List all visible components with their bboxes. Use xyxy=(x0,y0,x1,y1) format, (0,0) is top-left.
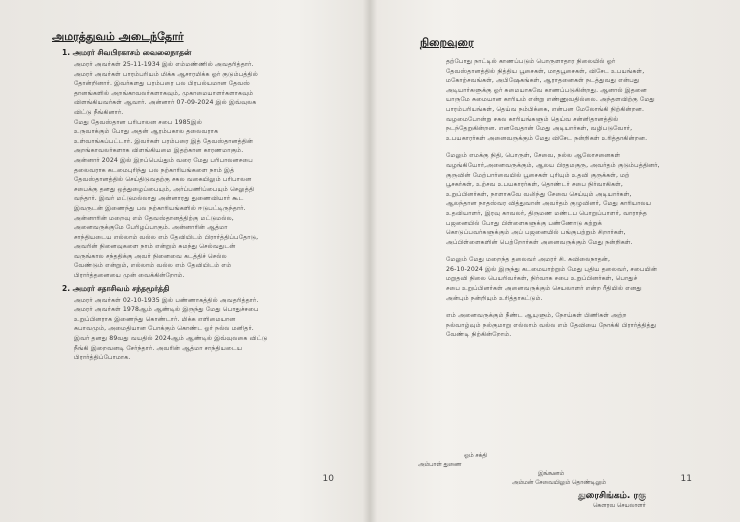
body-text-line: சபைக்கு தனது ஒத்துழைப்பையும், அர்ப்பணிப்பையும் செலுத்தி xyxy=(74,185,255,193)
body-text-line: எம் அனைவருக்கும் நீண்ட ஆயுளும், நோய்கள் பிணிகள் அற்ற xyxy=(446,312,627,320)
body-text-line: கொடுப்பவர்களுக்கும் அப் பஜனையில் பங்குபற்றும் சிறார்கள், xyxy=(446,229,626,237)
body-text-line: சுபாவமும், அமைதியான போக்கும் கொண்ட ஓர் நல்ல மனிதர். xyxy=(74,325,254,333)
body-text-line: பாரம்பரியங்கள், தெய்வ நம்பிக்கை, என்பன மேலோங்கி நிற்கின்றன. xyxy=(446,105,645,113)
body-text-line: மறுதவி நிலை பெயரிவர்கள், நிர்வாக சபை உறுப்பினர்கள், பொதுச் xyxy=(446,275,638,283)
right-page-number: 11 xyxy=(680,474,692,484)
signature-line-om-sakthi: ஓம் சக்தி xyxy=(464,453,488,459)
body-text-line: விளங்கியவர்கள் ஆவார். அன்னார் 07-09-2024 இல் இவ்வுலக xyxy=(74,99,257,107)
body-text-line: சாந்தியடைய எல்லாம் வல்ல எம் தேவியிடம் பிரார்த்திப்பதோடு, xyxy=(74,233,259,241)
body-text-line: அன்னாரின் மறைவு எம் தேவஸ்தானத்திற்கு மட்டுமல்ல, xyxy=(74,214,234,222)
body-text-line: உதவியாளர், இரவு காவலர், திருமண மண்டப பொறுப்பாளர், வாராந்த xyxy=(446,209,648,217)
right-page-heading: நிறைவுரை xyxy=(420,36,474,49)
signature-line-service: அம்மன் சேவையிலும் தொண்டிலும் xyxy=(512,480,606,486)
body-text-line: வந்தார். இவர் மட்டுமல்லாது அன்னாரது துணைவியார் கூட xyxy=(74,195,244,203)
signatory-title: கௌரவ செயலாளர் xyxy=(593,503,646,509)
body-text-line: அன்பும் நன்றியும் உரித்தாகட்டும். xyxy=(446,294,543,302)
section-1-subheading: 1. அமரர் சிவபிரகாசம் வைலைநாதன் xyxy=(62,48,192,57)
body-text-line: அவரின் நினைவுகளை நாம் என்றும் சுமந்து செல்வதுடன் xyxy=(74,243,236,251)
body-text-line: பிரார்த்திப்போமாக. xyxy=(74,354,131,362)
body-text-line: விட்டு நீங்கினார். xyxy=(74,108,124,116)
body-text-line: வேண்டி நிற்கின்றோம். xyxy=(446,331,512,339)
body-text-line: அனைவருக்குமே பேரிழப்பாகும். அன்னாரின் ஆத்மா xyxy=(74,224,228,232)
closing-paragraphs xyxy=(418,57,710,340)
closing-paragraph xyxy=(418,255,710,303)
closing-paragraph xyxy=(418,151,710,247)
left-page-number: 10 xyxy=(322,474,334,484)
body-text-line: உறுப்பினராக இணைந்து கொண்டார். மிக்க எளிமையான xyxy=(74,315,236,323)
closing-paragraph xyxy=(418,311,710,340)
body-text-line: வழங்கியோர்,அனைவருக்கும், ஆலய பிரதமகுரு, அவர்தம் குடும்பத்தினர், xyxy=(446,161,660,169)
section-2-subheading: 2. அமரர் சதாசிவம் சந்தமூர்த்தி xyxy=(62,283,170,293)
body-text-line: யாருமே சுமையான காரியம் என்று எண்ணுவதில்லை. அந்தளவிற்கு மேது xyxy=(446,96,655,104)
section-2-body xyxy=(74,296,344,363)
body-text-line: 26-10-2024 இல் இருந்து கடமையாற்றும் மேது புதிய தலைவர், சபையின் xyxy=(446,265,658,273)
body-text-line: உறுப்பினர்கள், நாளாகவே வலிந்து சேவை செய்யும் அடியார்கள், xyxy=(446,190,632,198)
body-text-line: மேது தேவஸ்தான பரிபாலன சபை 1985இல் xyxy=(74,118,203,126)
signatory-name: துரைசிங்கம். ரகு xyxy=(578,491,647,501)
body-text-line: அப்பிள்ளைகளின் பெற்றோர்கள் அனைவருக்கும் மேது நன்றிகள். xyxy=(446,238,633,246)
body-text-line: உபயகாரர்கள் அனைவருக்கும் மேது விசேட நன்றிகள் உரித்தாகின்றன. xyxy=(446,134,648,142)
body-text-line: நீங்கி இறைவனடி சேர்ந்தார். அவரின் ஆத்மா சாந்தியடைய xyxy=(74,344,243,352)
signature-line-inganam: இங்ஙனம் xyxy=(538,471,565,477)
signature-line-ambal: அம்பாள் துணை xyxy=(418,462,462,468)
body-text-line: அமரர் அவர்கள் 02-10-1935 இல் பண்ணாகத்தில் அவதரித்தார். xyxy=(74,296,259,304)
body-text-line: அமரர் அவர்கள் 1978ஆம் ஆண்டில் இருந்து மேது பொதுச்சபை xyxy=(74,306,259,314)
body-text-line: சபை உறுப்பினர்கள் அனைவருக்கும் செயலாளர் என்ற ரீதியில் எனது xyxy=(446,285,642,293)
section-1-body xyxy=(74,60,344,281)
left-page-heading: அமரத்துவம் அடைந்தோர் xyxy=(52,30,184,43)
body-text-line: பிரார்த்தனையை முன் வைக்கின்றோம். xyxy=(74,272,185,280)
body-text-line: வழமைபோன்று சகல காரியங்களும் தெய்வ சன்னிதானத்தில் xyxy=(446,115,619,123)
body-text-line: பஜனையில் போது பிள்ளைகளுக்கு பண்ணோடு கற்றுக் xyxy=(446,219,602,227)
body-text-line: வேண்டும் என்றும், எல்லாம் வல்ல எம் தேவியிடம் எம் xyxy=(74,262,232,270)
body-text-line: தேவஸ்தானத்தில் செய்திடுவதற்கு சகல வகையிலும் பரிபாலன xyxy=(74,176,252,184)
body-text-line: குருவின் மேற்பார்வையில் பூசைகள் புரியும் உதவி குருக்கள், மற் xyxy=(446,171,630,179)
body-text-line: தோன்றினார். இவர்களது பரம்பரை பல பிரபல்யமான தேவஸ் xyxy=(74,80,250,88)
body-text-line: நல்வாழ்வும் நல்குமாறு எல்லாம் வல்ல எம் தேவியை நோக்கி பிரார்த்தித்து xyxy=(446,321,657,329)
body-text-line: உருவாக்கும் போது அதன் ஆரம்பகால தலைவராக xyxy=(74,128,219,136)
body-text-line: மேலும் மேது மறைந்த தலைவர் அமரர் சி. சுவிலைநாதன், xyxy=(446,256,611,264)
body-text-line: வருங்கால சந்ததிக்கு அவர் நினைவை கடத்திச் செல்ல xyxy=(74,252,227,260)
body-text-line: தேவஸ்தானத்தில் நித்திய பூசைகள், மாதபூசைகள், விசேட உபயங்கள், xyxy=(446,67,645,75)
body-text-line: நடந்தேறுகின்றன. எனவேதான் மேது அடியார்கள், வழிபடுவோர், xyxy=(446,125,633,133)
right-page xyxy=(370,0,740,522)
signature-block xyxy=(418,452,708,511)
body-text-line: அமரர் அவர்கள் பாரம்பரியம் மிக்க ஆசாரமிக்க ஓர் குடும்பத்தில் xyxy=(74,70,258,78)
body-text-line: ஆலந்தான நாதஸ்வர வித்துவான் அவர்தம் குழுவினர், மேது காரியாலய xyxy=(446,200,652,208)
body-text-line: அமரர் அவர்கள் 25-11-1934 இல் எம்மண்ணில் அவதரித்தார். xyxy=(74,61,254,68)
closing-paragraph xyxy=(418,57,710,143)
body-text-line: மகோற்சவங்கள், அபிஷேகங்கள், ஆராதனைகள் நடத்துவது என்பது xyxy=(446,77,640,85)
body-text-line: தானங்களில் அறங்காவலர்களாகவும், முகாமையாளர்களாகவும் xyxy=(74,89,254,97)
body-text-line: அடியார்களுக்கு ஓர் சுமையாகவே காணப்படுகின்றது. ஆனால் இதனை xyxy=(446,86,647,94)
body-text-line: உள்வாங்கப்பட்டார். இவர்கள் பரம்பரை இத் தேவஸ்தானத்தின் xyxy=(74,137,254,145)
body-text-line: மேலும் எமக்கு நிதி, பொருள், சேவை, நல்ல ஆலோசனைகள் xyxy=(446,152,621,160)
body-text-line: இவர் தனது 89வது வயதில் 2024ஆம் ஆண்டில் இவ்வுலகை விட்டு xyxy=(74,335,268,343)
body-text-line: அன்னார் 2024 இல் இறப்பெய்தும் வரை மேது பரிபாலனசபை xyxy=(74,156,253,164)
body-text-line: இவருடன் இணைந்து பல நற்காரியங்களில் ஈடுபட்டிருந்தார். xyxy=(74,204,246,212)
body-text-line: அறங்காவலர்களாக விளங்கியமை இதற்கான காரணமாகும். xyxy=(74,147,244,155)
body-text-line: பூசகர்கள், உற்சவ உபயகாரர்கள், தொண்டர் சபை நிர்வாகிகள், xyxy=(446,181,623,189)
body-text-line: தற்போது நாட்டில் காணப்படும் பொருளாதார நிலையில் ஓர் xyxy=(446,58,616,65)
body-text-line: தலைவராக கடமைபுரிந்து பல நற்காரியங்களை நாம் இத் xyxy=(74,166,235,174)
